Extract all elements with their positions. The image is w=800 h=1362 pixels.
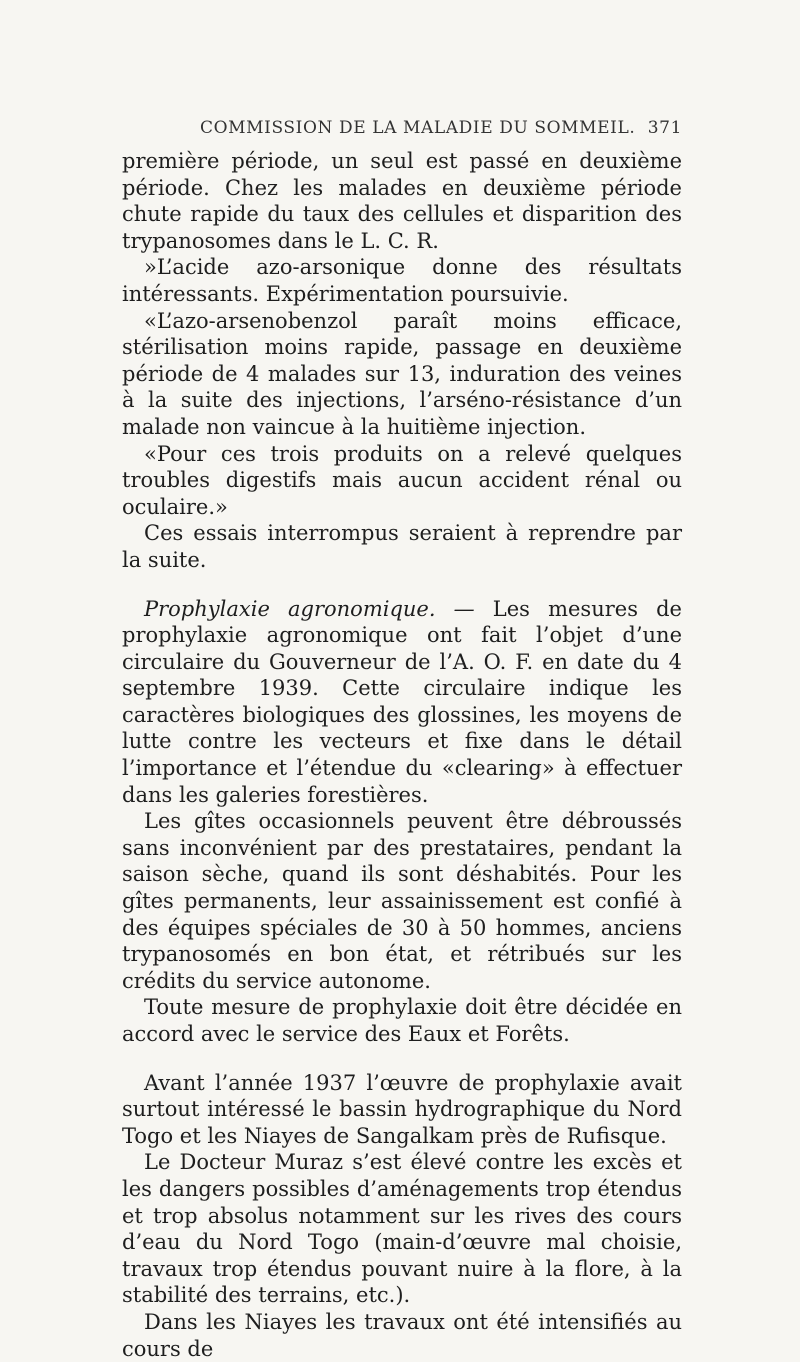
paragraph: Les gîtes occasionnels peuvent être débroussés sans inconvénient par des prestataires, pendant la saison sèche, quand ils sont déshabités. Pour les gîtes permanents, leur assainissement est confié à des équipes spéciales de 30 à 50 hommes, anciens trypanosomés en bon état, et rétribués sur les crédits du service autonome. <box>122 809 682 993</box>
paragraph: «L’azo-arsenobenzol paraît moins efficace, stérilisation moins rapide, passage en deuxième période de 4 malades sur 13, induration des veines à la suite des injections, l’arséno-résistance d’un malade non vaincue à la huitième injection. <box>122 308 682 439</box>
running-header <box>122 116 682 146</box>
paragraph-text: Les mesures de prophylaxie agronomique ont fait l’objet d’une circulaire du Gouverneur de l’A. O. F. en date du 4 septembre 1939. Cette circulaire indique les caractères biologiques des glossines, les moyens de lutte contre les vecteurs et fixe dans le détail l’importance et l’étendue du «clearing» à effectuer dans les galeries forestières. <box>122 596 682 807</box>
page-number: 371 <box>647 118 682 138</box>
section-heading: Prophylaxie agronomique. — <box>144 596 475 621</box>
paragraph: Dans les Niayes les travaux ont été intensifiés au cours de <box>122 1309 682 1361</box>
body-text <box>122 148 682 1362</box>
paragraph: «Pour ces trois produits on a relevé quelques troubles digestifs mais aucun accident rénal ou oculaire.» <box>122 441 682 519</box>
paragraph: Toute mesure de prophylaxie doit être décidée en accord avec le service des Eaux et Forêts. <box>122 995 682 1046</box>
header-title: COMMISSION DE LA MALADIE DU SOMMEIL. <box>200 118 636 138</box>
paragraph: Ces essais interrompus seraient à reprendre par la suite. <box>122 521 682 572</box>
paragraph: »L’acide azo-arsonique donne des résultats intéressants. Expérimentation poursuivie. <box>122 255 682 306</box>
paragraph: Avant l’année 1937 l’œuvre de prophylaxie avait surtout intéressé le bassin hydrographique du Nord Togo et les Niayes de Sangalkam près de Rufisque. <box>122 1070 682 1148</box>
paragraph: Le Docteur Muraz s’est élevé contre les excès et les dangers possibles d’aménagements trop étendus et trop absolus notamment sur les rives des cours d’eau du Nord Togo (main-d’œuvre mal choisie, travaux trop étendus pouvant nuire à la flore, à la stabilité des terrains, etc.). <box>122 1150 682 1308</box>
paragraph-with-heading <box>122 596 682 809</box>
paragraph: première période, un seul est passé en deuxième période. Chez les malades en deuxième période chute rapide du taux des cellules et disparition des trypanosomes dans le L. C. R. <box>122 149 682 253</box>
